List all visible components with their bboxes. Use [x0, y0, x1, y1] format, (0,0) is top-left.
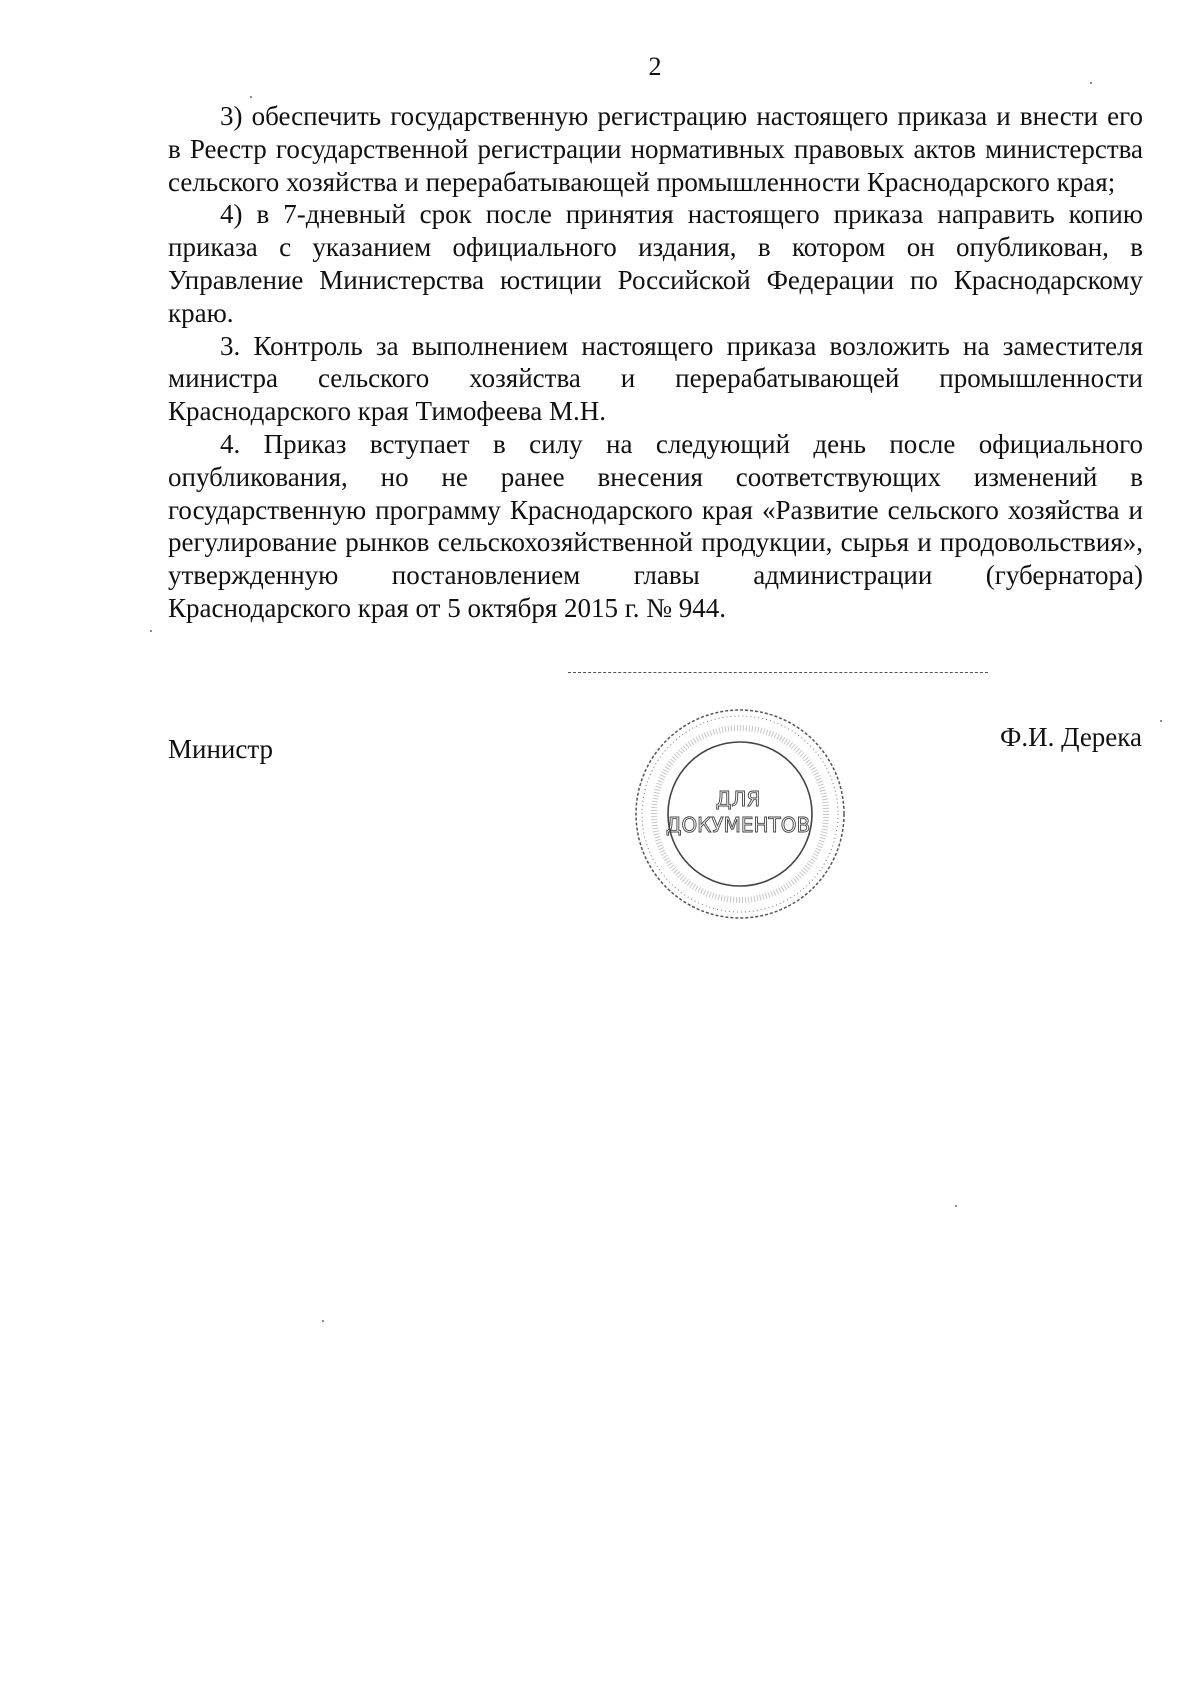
scan-speck	[1160, 720, 1162, 722]
signatory-name: Ф.И. Дерека	[1000, 722, 1142, 752]
paragraph-item-3-registration: 3) обеспечить государственную регистрацию настоящего приказа и внести его в Реестр государственной регистрации нормативных правовых актов министерства сельского хозяйства и перерабатывающей промышленности Краснодарского края;	[168, 101, 1143, 197]
paragraph-control: 3. Контроль за выполнением настоящего приказа возложить на заместителя министра сельского хозяйства и перерабатывающей промышленности Краснодарского края Тимофеева М.Н.	[168, 330, 1143, 427]
paragraph-item-4-copy: 4) в 7-дневный срок после принятия настоящего приказа направить копию приказа с указанием официального издания, в котором он опубликован, в Управление Министерства юстиции Российской Федерации по Краснодарскому краю.	[168, 199, 1143, 328]
scan-speck	[955, 1205, 957, 1207]
scan-speck	[250, 96, 252, 98]
document-body	[168, 100, 1143, 625]
scan-speck	[150, 630, 152, 632]
scan-speck	[322, 1320, 324, 1322]
page-number: 2	[648, 52, 662, 81]
stamp-text-line1: ДЛЯ	[715, 787, 761, 811]
scan-speck	[1090, 82, 1092, 84]
end-of-text-line	[568, 672, 988, 673]
stamp-text-line2: ДОКУМЕНТОВ	[665, 813, 811, 837]
signatory-title: Министр	[168, 734, 273, 764]
paragraph-effective-date: 4. Приказ вступает в силу на следующий день после официального опубликования, но не ранее внесения соответствующих изменений в государственную программу Краснодарского края «Развитие сельского хозяйства и регулирование рынков сельскохозяйственной продукции, сырья и продовольствия», утвержденную постановлением главы администрации (губернатора) Краснодарского края от 5 октября 2015 г. № 944.	[168, 428, 1143, 623]
official-stamp	[630, 704, 850, 924]
